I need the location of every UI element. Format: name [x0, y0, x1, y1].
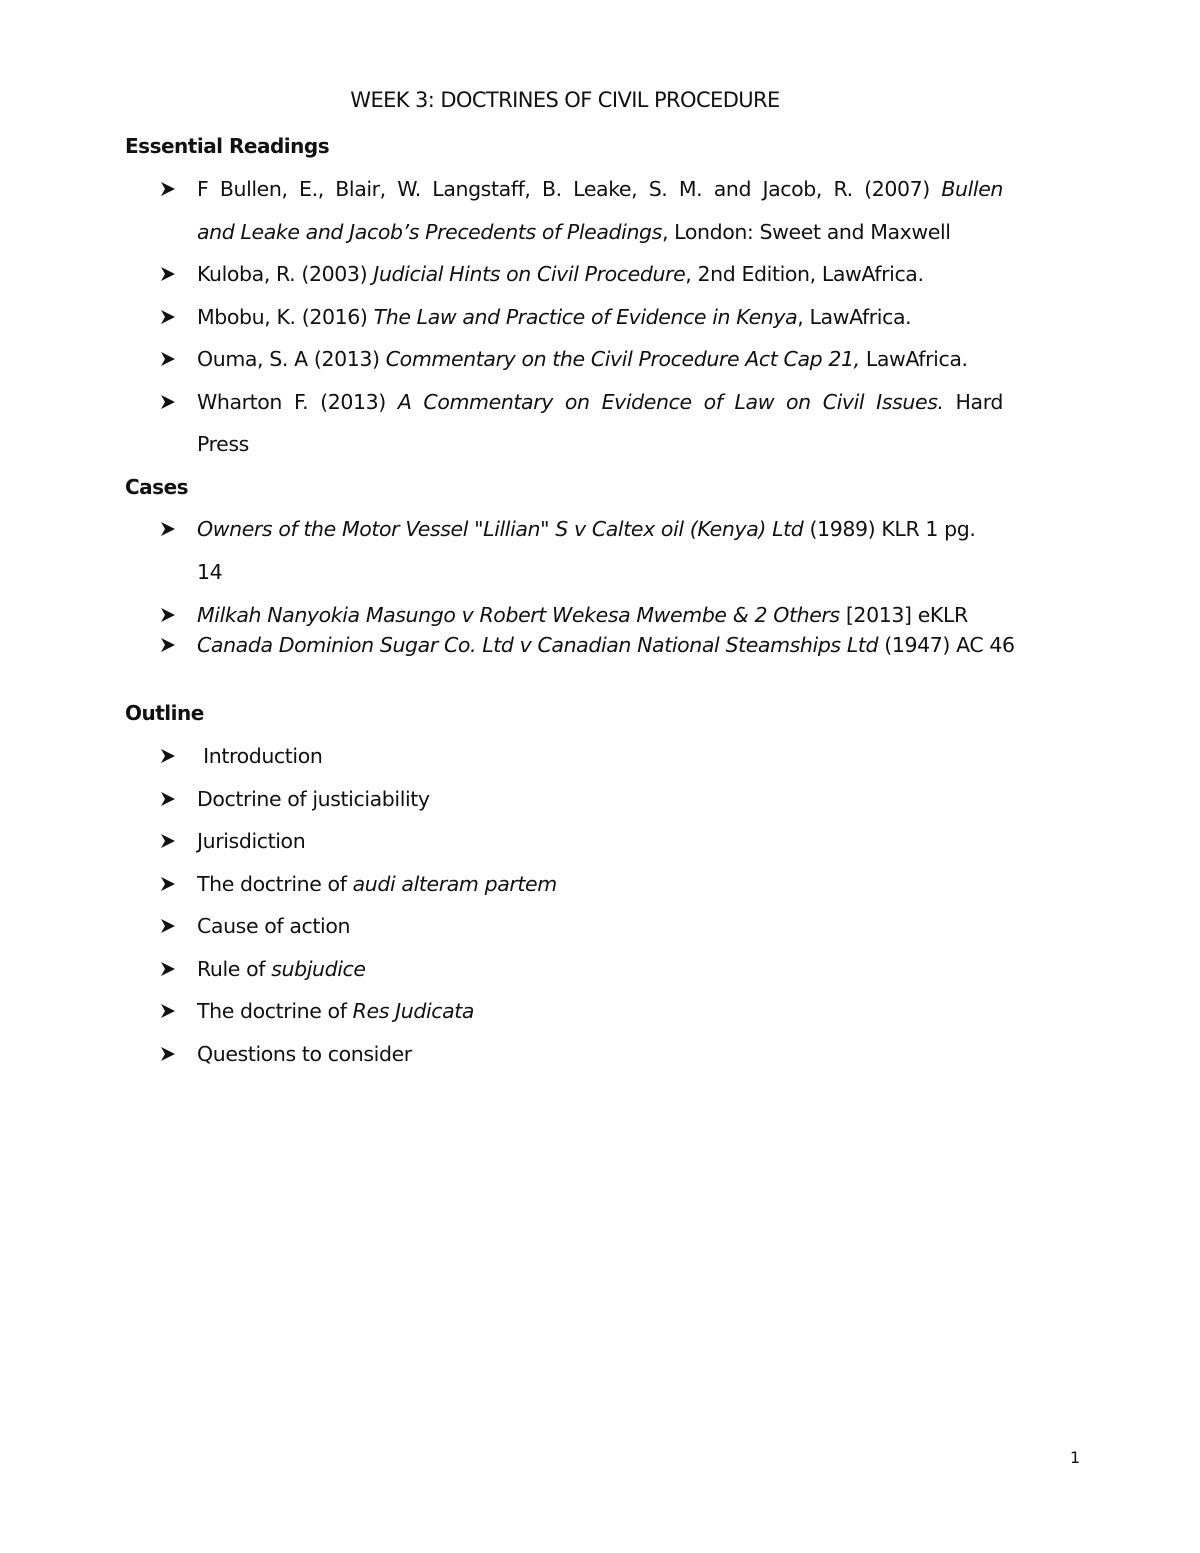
outline-item-term: audi alteram partem: [352, 871, 557, 896]
outline-item-text: The doctrine of: [197, 999, 353, 1023]
arrow-bullet-icon: [160, 600, 176, 623]
arrow-bullet-icon: [160, 338, 176, 367]
outline-item-text: The doctrine of: [197, 871, 353, 896]
reading-title: Bullen: [941, 177, 1003, 201]
arrow-bullet-icon: [160, 168, 176, 197]
outline-heading: Outline: [125, 701, 204, 725]
case-citation: [2013] eKLR: [839, 603, 968, 627]
case-citation-continued: 14: [197, 559, 223, 584]
outline-item-text: Jurisdiction: [197, 829, 306, 853]
cases-heading: Cases: [125, 475, 189, 499]
list-item: [160, 990, 557, 1033]
arrow-bullet-icon: [160, 735, 176, 764]
reading-title-continued: and Leake and Jacob’s Precedents of Pleadings: [197, 219, 662, 244]
reading-authors: Ouma, S. A (2013): [197, 347, 386, 371]
arrow-bullet-icon: [160, 863, 176, 892]
outline-item-term: Res Judicata: [352, 999, 475, 1023]
outline-item-text: Cause of action: [197, 914, 351, 938]
arrow-bullet-icon: [160, 905, 176, 934]
list-item: [160, 905, 557, 948]
reading-publisher: , LawAfrica.: [797, 304, 912, 329]
page-number: 1: [1070, 1448, 1081, 1467]
reading-authors: Wharton F. (2013): [197, 389, 398, 414]
list-item: [160, 630, 1015, 660]
arrow-bullet-icon: [160, 253, 176, 282]
list-item: [160, 820, 557, 863]
arrow-bullet-icon: [160, 296, 176, 325]
case-name: Milkah Nanyokia Masungo v Robert Wekesa Mwembe & 2 Others: [197, 603, 840, 627]
arrow-bullet-icon: [160, 1033, 176, 1062]
outline-list: [160, 735, 557, 1075]
reading-title: Judicial Hints on Civil Procedure: [373, 262, 686, 286]
reading-publisher: Hard: [943, 389, 1003, 414]
outline-item-text: Questions to consider: [197, 1041, 412, 1066]
outline-item-term: subjudice: [271, 956, 366, 981]
arrow-bullet-icon: [160, 948, 176, 977]
list-item: [160, 508, 1015, 593]
readings-list: [160, 168, 1003, 466]
list-item: [160, 948, 557, 991]
list-item: [160, 1033, 557, 1076]
list-item: [160, 863, 557, 906]
arrow-bullet-icon: [160, 508, 176, 537]
reading-authors: F Bullen, E., Blair, W. Langstaff, B. Leake, S. M. and Jacob, R. (2007): [197, 177, 930, 201]
reading-authors: Mbobu, K. (2016): [197, 304, 374, 329]
reading-authors: Kuloba, R. (2003): [197, 262, 374, 286]
cases-list: [160, 508, 1015, 660]
reading-title: The Law and Practice of Evidence in Kenya: [373, 304, 798, 329]
reading-publisher: LawAfrica.: [859, 347, 968, 371]
case-name: Canada Dominion Sugar Co. Ltd v Canadian National Steamships Ltd: [197, 633, 879, 657]
case-citation: (1989) KLR 1 pg.: [803, 517, 976, 541]
reading-publisher: , London: Sweet and Maxwell: [661, 219, 951, 244]
arrow-bullet-icon: [160, 820, 176, 849]
document-title: WEEK 3: DOCTRINES OF CIVIL PROCEDURE: [350, 88, 780, 112]
list-item: [160, 735, 557, 778]
outline-item-text: Doctrine of justiciability: [197, 786, 430, 811]
arrow-bullet-icon: [160, 778, 176, 807]
list-item: [160, 381, 1003, 466]
outline-item-text: Rule of: [197, 956, 272, 981]
arrow-bullet-icon: [160, 630, 176, 653]
list-item: [160, 778, 557, 821]
arrow-bullet-icon: [160, 381, 176, 410]
list-item: [160, 253, 1003, 296]
list-item: [160, 168, 1003, 253]
arrow-bullet-icon: [160, 990, 176, 1019]
reading-title: A Commentary on Evidence of Law on Civil Issues.: [397, 389, 944, 414]
list-item: [160, 600, 1015, 630]
case-name: Owners of the Motor Vessel "Lillian" S v Caltex oil (Kenya) Ltd: [197, 517, 804, 541]
case-citation: (1947) AC 46: [878, 633, 1015, 657]
reading-publisher-continued: Press: [197, 432, 249, 456]
readings-heading: Essential Readings: [125, 134, 330, 158]
list-item: [160, 338, 1003, 381]
reading-publisher: , 2nd Edition, LawAfrica.: [685, 262, 924, 286]
outline-item-text: Introduction: [197, 744, 323, 768]
reading-title: Commentary on the Civil Procedure Act Cap 21,: [385, 347, 860, 371]
list-item: [160, 296, 1003, 339]
